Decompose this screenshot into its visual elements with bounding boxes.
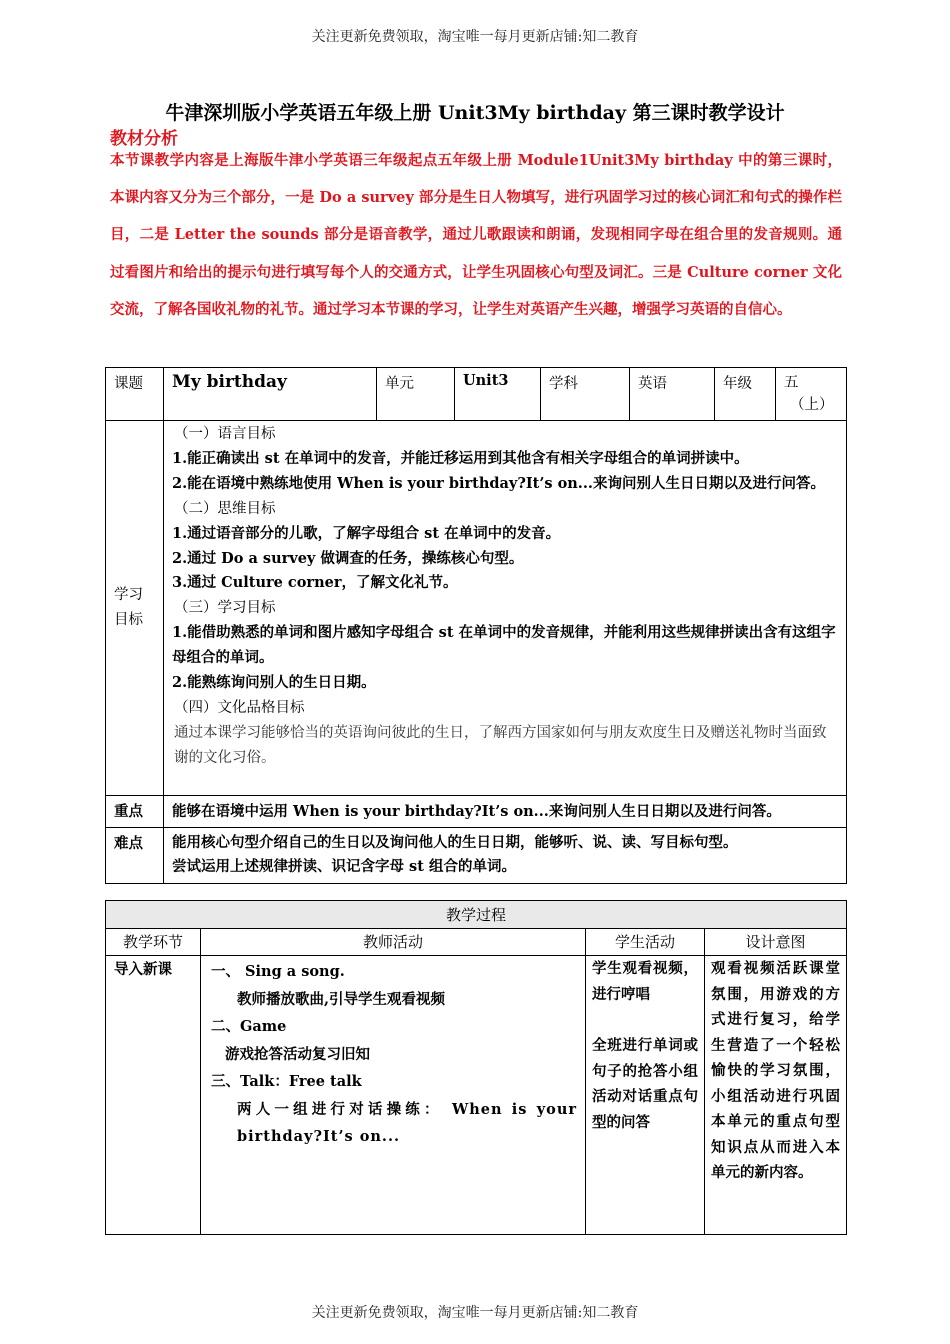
teacher-step-detail: 两人一组进行对话操练： When is your birthday?It’s on...	[237, 1100, 577, 1145]
teaching-process-table	[105, 900, 847, 1235]
topic-value: My birthday	[164, 368, 377, 421]
teacher-step: 一、 Sing a song.	[211, 963, 345, 980]
goal-item: 2.通过 Do a survey 做调查的任务，操练核心句型。	[172, 549, 524, 567]
teacher-step-detail: 游戏抢答活动复习旧知	[225, 1045, 370, 1063]
goal-heading-thinking: （二）思维目标	[174, 500, 276, 517]
unit-value: Unit3	[455, 368, 541, 421]
goals-content	[164, 421, 847, 796]
goal-item: 1.能借助熟悉的单词和图片感知字母组合 st 在单词中的发音规律，并能利用这些规律拼读出含有这组字母组合的单词。	[172, 624, 836, 667]
grade-label: 年级	[715, 368, 776, 421]
subject-label: 学科	[541, 368, 630, 421]
goal-item: 2.能在语境中熟练地使用 When is your birthday?It’s on...来询问别人生日日期以及进行问答。	[172, 474, 825, 492]
teacher-step-detail: 教师播放歌曲,引导学生观看视频	[237, 990, 446, 1008]
design-intent: 观看视频活跃课堂氛围，用游戏的方式进行复习，给学生营造了一个轻松愉快的学习氛围，小组活动进行巩固本单元的重点句型知识点从而进入本单元的新内容。	[705, 956, 847, 1235]
teacher-activities	[201, 956, 586, 1235]
subject-value: 英语	[630, 368, 715, 421]
unit-label: 单元	[377, 368, 455, 421]
col-header-student: 学生活动	[586, 929, 705, 956]
goal-heading-culture: （四）文化品格目标	[174, 699, 305, 716]
col-header-design: 设计意图	[705, 929, 847, 956]
page-header: 关注更新免费领取，淘宝唯一每月更新店铺:知二教育	[311, 29, 639, 45]
goal-item: 通过本课学习能够恰当的英语询问彼此的生日，了解西方国家如何与朋友欢度生日及赠送礼物时当面致谢的文化习俗。	[174, 724, 827, 766]
analysis-heading: 教材分析	[110, 129, 178, 149]
goal-item: 3.通过 Culture corner，了解文化礼节。	[172, 574, 458, 592]
analysis-body: 本节课教学内容是上海版牛津小学英语三年级起点五年级上册 Module1Unit3My birthday 中的第三课时，本课内容又分为三个部分，一是 Do a survey 部分是生日人物填写，进行巩固学习过的核心词汇和句式的操作栏目，二是 Letter the sounds 部分是语音教学，通过儿歌跟读和朗诵，发现相同字母在组合里的发音规则。通过看图片和给出的提示句进行填写每个人的交通方式，让学生巩固核心句型及词汇。三是 Culture corner 文化交流，了解各国收礼物的礼节。通过学习本节课的学习，让学生对英语产生兴趣，增强学习英语的自信心。	[110, 152, 842, 318]
goal-item: 1.能正确读出 st 在单词中的发音，并能迁移运用到其他含有相关字母组合的单词拼读中。	[172, 449, 749, 467]
key-text: 能够在语境中运用 When is your birthday?It’s on...来询问别人生日日期以及进行问答。	[164, 796, 847, 828]
lesson-info-table	[105, 367, 847, 884]
page-footer: 关注更新免费领取，淘宝唯一每月更新店铺:知二教育	[311, 1305, 639, 1321]
difficult-line: 尝试运用上述规律拼读、识记含字母 st 组合的单词。	[172, 858, 516, 875]
grade-value	[776, 368, 847, 421]
grade-value-line1: 五	[784, 375, 799, 391]
key-label: 重点	[106, 796, 164, 828]
student-activities	[586, 956, 705, 1235]
col-header-stage: 教学环节	[106, 929, 201, 956]
goals-label	[106, 421, 164, 796]
teacher-step: 二、Game	[211, 1018, 287, 1035]
goals-label-line2: 目标	[114, 612, 143, 628]
student-activity: 全班进行单词或句子的抢答小组活动对话重点句型的问答	[592, 1037, 698, 1131]
grade-value-line2: （上）	[790, 397, 834, 413]
difficult-line: 能用核心句型介绍自己的生日以及询问他人的生日日期，能够听、说、读、写目标句型。	[172, 834, 738, 851]
col-header-teacher: 教师活动	[201, 929, 586, 956]
difficult-text	[164, 828, 847, 884]
topic-label: 课题	[106, 368, 164, 421]
document-title: 牛津深圳版小学英语五年级上册 Unit3My birthday 第三课时教学设计	[165, 102, 785, 124]
goal-item: 1.通过语音部分的儿歌，了解字母组合 st 在单词中的发音。	[172, 524, 561, 542]
goals-label-line1: 学习	[114, 587, 143, 603]
student-activity: 学生观看视频，进行哼唱	[592, 960, 698, 1003]
goal-heading-learning: （三）学习目标	[174, 600, 276, 617]
stage-cell: 导入新课	[106, 956, 201, 1235]
difficult-label: 难点	[106, 828, 164, 884]
process-title: 教学过程	[106, 901, 847, 929]
goal-item: 2.能熟练询问别人的生日日期。	[172, 674, 376, 692]
goal-heading-language: （一）语言目标	[174, 426, 276, 442]
teacher-step: 三、Talk：Free talk	[211, 1073, 362, 1090]
